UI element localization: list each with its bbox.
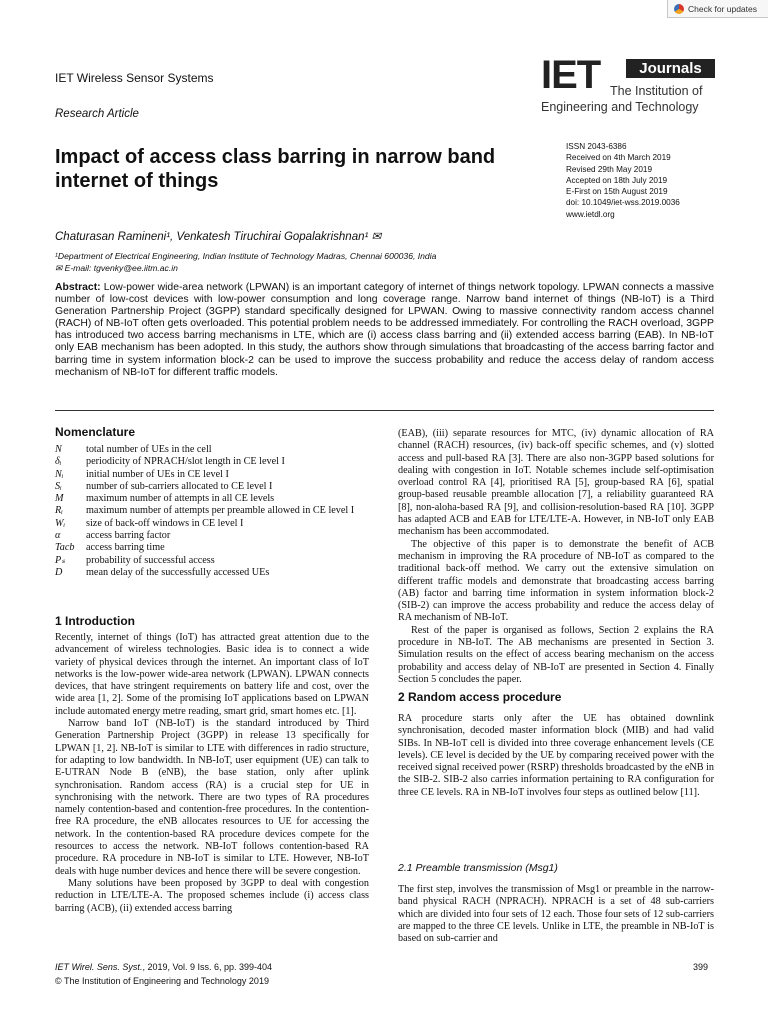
paragraph: Many solutions have been proposed by 3GPP to deal with congestion reduction in LTE/LTE-A. The proposed schemes include (i) access class barring (ACB), (ii) extended access barring [55, 877, 369, 914]
crossmark-icon [674, 4, 684, 14]
nomenclature-list [55, 444, 375, 579]
section-1-heading: 1 Introduction [55, 614, 135, 628]
footer-copyright: © The Institution of Engineering and Technology 2019 [55, 976, 269, 986]
subsection-2-1-body [398, 884, 714, 945]
journal-name: IET Wireless Sensor Systems [55, 71, 214, 85]
section-1-continued [398, 428, 714, 686]
nomenclature-row: D mean delay of the successfully accessed UEs [55, 566, 270, 578]
logo-line1: The Institution of [610, 84, 703, 98]
article-metadata [566, 141, 680, 220]
page-number: 399 [693, 962, 709, 972]
nomenclature-row: Pₛ probability of successful access [55, 554, 215, 566]
iet-journals-logo [541, 53, 716, 124]
meta-doi[interactable]: doi: 10.1049/iet-wss.2019.0036 [566, 198, 680, 208]
nomenclature-row: Rᵢ maximum number of attempts per preamble allowed in CE level I [55, 505, 355, 517]
meta-efirst: E-First on 15th August 2019 [566, 187, 668, 197]
paragraph: RA procedure starts only after the UE has obtained downlink synchronisation, decoded master information block (MIB) and had valid SIBs. In NB-IoT cell is divided into three coverage enhancement levels (CE levels). CE level is decided by the UE by comparing received power with the received signal received power (RSRP) thresholds broadcasted by the eNB in the SIB-2. SIB-2 also carries information pertaining to RA configuration for three CE levels. RA in NB-IoT involves four steps as outlined below [11]. [398, 713, 714, 798]
paragraph: Narrow band IoT (NB-IoT) is the standard introduced by Third Generation Partnership Project (3GPP) in release 13 specifically for LPWAN [1, 2]. NB-IoT is similar to LTE with differences in radio structure, for adapting to low bandwidth. In NB-IoT, user equipment (UE) can talk to E-UTRAN Node B (eNB), the base station, only after uplink synchronisation. Random access (RA) is a crucial step for UE in synchronising with the network. There are two types of RA procedures namely contention-based and contention-free procedures. In the contention-free RA procedure, the eNB allocates resources to UE for accessing the network. In the contention-based RA procedure devices compete for the resources to access the network. NB-IoT follows contention-based RA procedure. RA procedure in NB-IoT is similar to LTE. However, NB-IoT deals with huge number devices and hence there will be severe congestion. [55, 718, 369, 877]
check-for-updates-label: Check for updates [688, 3, 757, 14]
abstract-label: Abstract: [55, 282, 101, 293]
paragraph: Rest of the paper is organised as follows, Section 2 explains the RA procedure in NB-IoT. The AB mechanisms are presented in Section 3. Simulation results on the effect of access bearing mechanism on the access probability and access delay of NB-IoT are presented in Section 4. Finally Section 5 concludes the paper. [398, 624, 714, 685]
logo-iet-text: IET [541, 53, 601, 97]
nomenclature-row: N total number of UEs in the cell [55, 444, 212, 455]
article-type: Research Article [55, 108, 139, 120]
paper-title: Impact of access class barring in narrow band internet of things [55, 146, 496, 192]
footer-citation [55, 962, 272, 972]
email[interactable]: ✉ E-mail: tgvenky@ee.iitm.ac.in [55, 263, 178, 273]
meta-website[interactable]: www.ietdl.org [566, 209, 615, 219]
meta-issn: ISSN 2043-6386 [566, 142, 627, 151]
nomenclature-row: α access barring factor [55, 530, 171, 542]
footer-journal: IET Wirel. Sens. Syst. [55, 962, 143, 972]
meta-received: Received on 4th March 2019 [566, 153, 671, 163]
paragraph: (EAB), (iii) separate resources for MTC, (iv) dynamic allocation of RA channel (RACH) resources, (iv) back-off specific schemes, and (v) slotted access and pull-based RA [3]. There are also non-3GPP based solutions for dealing with congestion in IoT. Notable schemes include self-optimisation overload control RA [4], prioritised RA [5], group-based RA [6], spatial group-based reusable preamble allocation [7], a reliability guaranteed RA [8], non-aloha-based RA [9], and collision-resolution-based RA [10]. 3GPP has adapted ACB and EAB for LTE/LTE-A. However, in NB-IoT only EAB mechanism has been accommodated. [398, 428, 714, 538]
check-for-updates-button[interactable] [667, 0, 768, 18]
abstract [55, 282, 714, 379]
nomenclature-row: Sᵢ number of sub-carriers allocated to CE level I [55, 480, 273, 492]
logo-line2: Engineering and Technology [541, 100, 699, 114]
section-2-heading: 2 Random access procedure [398, 690, 562, 704]
abstract-text: Low-power wide-area network (LPWAN) is an important category of internet of things network topology. LPWAN connects a massive number of low-cost devices with low-power consumption and long coverage range. Narrow band internet of things (NB-IoT) is a Third Generation Partnership Project (3GPP) standard specifically designed for LPWAN. Owing to massive connectivity random access channel (RACH) of NB-IoT often gets overloaded. This potential problem needs to be addressed immediately. For controlling the RACH overload, 3GPP has introduced two access barring mechanisms in LTE, which are (i) access class barring and (ii) extended access barring (EAB). In NB-IoT only EAB mechanism has been adopted. In this study, the authors show through simulations that broadcasting of the access barring factor and barring time in system information block-2 can be used to improve the success probability and reduce the access delay of random access mechanism of NB-IoT for different traffic models. [55, 282, 715, 378]
nomenclature-title: Nomenclature [55, 425, 136, 439]
divider [55, 410, 714, 411]
footer-volume: , 2019, Vol. 9 Iss. 6, pp. 399-404 [142, 962, 273, 972]
meta-accepted: Accepted on 18th July 2019 [566, 175, 668, 185]
nomenclature-row: Wᵢ size of back-off windows in CE level I [55, 517, 244, 529]
section-1-body [55, 632, 369, 915]
subsection-2-1-heading: 2.1 Preamble transmission (Msg1) [398, 862, 558, 874]
nomenclature-row: Tacb access barring time [55, 542, 165, 554]
section-2-body [398, 713, 714, 799]
nomenclature-row: δᵢ periodicity of NPRACH/slot length in CE level I [55, 456, 285, 468]
nomenclature-row: Nᵢ initial number of UEs in CE level I [55, 468, 229, 480]
affiliation: ¹Department of Electrical Engineering, Indian Institute of Technology Madras, Chennai 600036, India [55, 251, 437, 261]
paragraph: The objective of this paper is to demonstrate the benefit of ACB mechanism in improving the RA procedure of NB-IoT as compared to the traditional back-off method. We carry out the extensive simulation on different traffic models and demonstrate that broadcasting access barring (AB) factor and barring time information in system information block-2 (SIB-2) can improve the access probability and reduce the access delay of RA mechanism of NB-IoT. [398, 538, 714, 624]
paragraph: Recently, internet of things (IoT) has attracted great attention due to the advancement of wireless technologies. Basic idea is to connect a wide variety of physical devices through the internet. An important class of IoT networks is the low-power wide-area network (LPWAN). LPWAN connects devices, that have stringent requirements on battery life and cost, over the wide area [1, 2]. Some of the promising IoT applications based on LPWAN include automated energy metre reading, smart grid, smart homes etc. [1]. [55, 632, 369, 717]
nomenclature-row: M maximum number of attempts in all CE levels [55, 493, 275, 505]
affiliation-block [55, 250, 436, 274]
author-list: Chaturasan Ramineni¹, Venkatesh Tiruchirai Gopalakrishnan¹ ✉ [55, 231, 382, 243]
paragraph: The first step, involves the transmission of Msg1 or preamble in the narrow-band physical RACH (NPRACH). NPRACH is a set of 48 sub-carriers which are divided into four sets of 12 each. Those four sets of 12 sub-carriers are mapped to the three CE levels. Unlike in LTE, the preamble in NB-IoT is based on sub-carrier and [398, 884, 714, 945]
logo-journals-text: Journals [626, 59, 715, 78]
meta-revised: Revised 29th May 2019 [566, 164, 653, 174]
